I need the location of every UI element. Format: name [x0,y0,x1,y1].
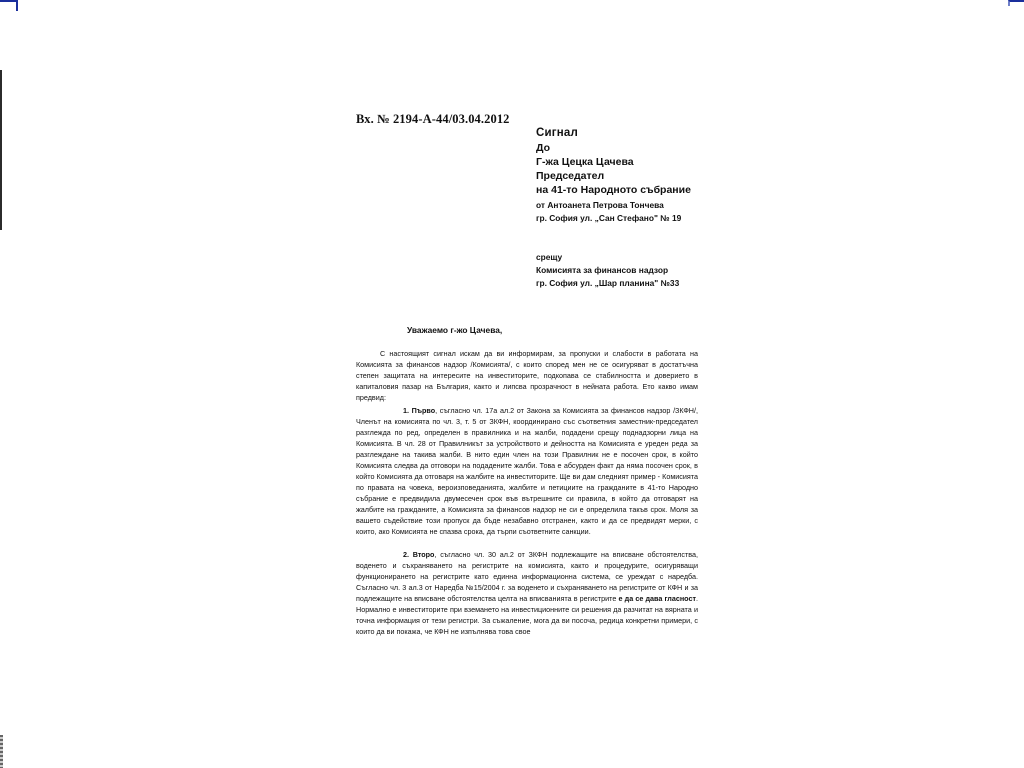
against-name: Комисията за финансов надзор [536,265,669,275]
against-block [536,251,679,290]
registration-number: Вх. № 2194-А-44/03.04.2012 [356,112,510,126]
salutation: Уважаемо г-жо Цачева, [407,325,503,335]
paragraph-second-text: , съгласно чл. 30 ал.2 от ЗКФН подлежащите на вписване обстоятелства, воденето и съхраняването на регистрите на комисията, както и процедурите, осигуряващи функционирането на регистрите като единна информационна система, се уреждат с наредба. Съгласно чл. 3 ал.3 от Наредба №15/2004 г. за воденето и съхраняването на регистрите от КФН и за подлежащите на вписване обстоятелства целта на вписванията в регистрите [356,550,698,603]
addressee-name: Г-жа Цецка Цачева [536,156,634,168]
sender-block [536,199,681,225]
paragraph-second-emphasis: е да се дава гласност [618,594,696,603]
against-address: гр. София ул. „Шар планина" №33 [536,278,680,288]
addressee-body: на 41-то Народното събрание [536,184,691,196]
scan-edge-line [0,735,3,768]
sender-address: гр. София ул. „Сан Стефано" № 19 [536,213,682,223]
intro-paragraph: С настоящият сигнал искам да ви информирам, за пропуски и слабости в работата на Комисията за финансов надзор /Комисията/, с които според мен не се осигуряват в достатъчна степен защитата на интересите на инвеститорите, подкопава се стабилността и доверието в капиталовия пазар на България, както и липсва прозрачност в нейната работа. Ето какво имам предвид: [356,349,698,402]
scan-corner-mark [1008,0,1024,6]
heading-to: До [536,142,551,154]
scan-corner-mark [0,0,18,11]
letter-heading [536,126,691,197]
paragraph-second-text-end: . Нормално е инвеститорите при вземането на инвестиционните си решения да разчитат на вярната и точна информация от тези регистри. За съжаление, мога да ви посоча, редица конкретни примери, с които да ви покажа, че КФН не изпълнява това свое [356,594,698,636]
paragraph-first-label: 1. Първо [403,406,436,415]
paragraph-first-text: , съгласно чл. 17а ал.2 от Закона за Комисията за финансов надзор /ЗКФН/, Членът на комисията по чл. 3, т. 5 от ЗКФН, координирано със съответния заместник-председател разглежда по ред, определен в правилника и на жалби, подадени срещу поднадзорни лица на Комисията. В чл. 28 от Правилникът за устройството и дейността на Комисията е уреден реда за разглеждане на такива жалби. В нито един член на този Правилник не е посочен срок, в който Комисията следва да отговори на подадените жалби. Това е абсурден факт да няма посочен срок, в който Комисията да отговаря на жалбите на инвеститорите. Ще ви дам следният пример - Комисията по правата на човека, вероизповеданията, жалбите и петициите на гражданите в 41-то Народно събрание е предвидила двумесечен срок във вътрешните си правила, в който да отговарят на жалбите на гражданите, а Комисията за финансов надзор не си е определила такъв срок. Моля за вашето съдействие този пропуск да бъде незабавно отстранен, както и да се предвидят мерки, с които, ако Комисията не спазва срока, да търпи съответните санкции. [356,406,698,536]
paragraph-second-label: 2. Второ [403,550,435,559]
sender-name: от Антоанета Петрова Тончева [536,200,664,210]
paragraph-first [356,405,698,537]
addressee-position: Председател [536,170,605,182]
against-label: срещу [536,252,563,262]
paragraph-second [356,549,698,637]
scan-edge-line [0,70,2,230]
document-type: Сигнал [536,127,579,139]
